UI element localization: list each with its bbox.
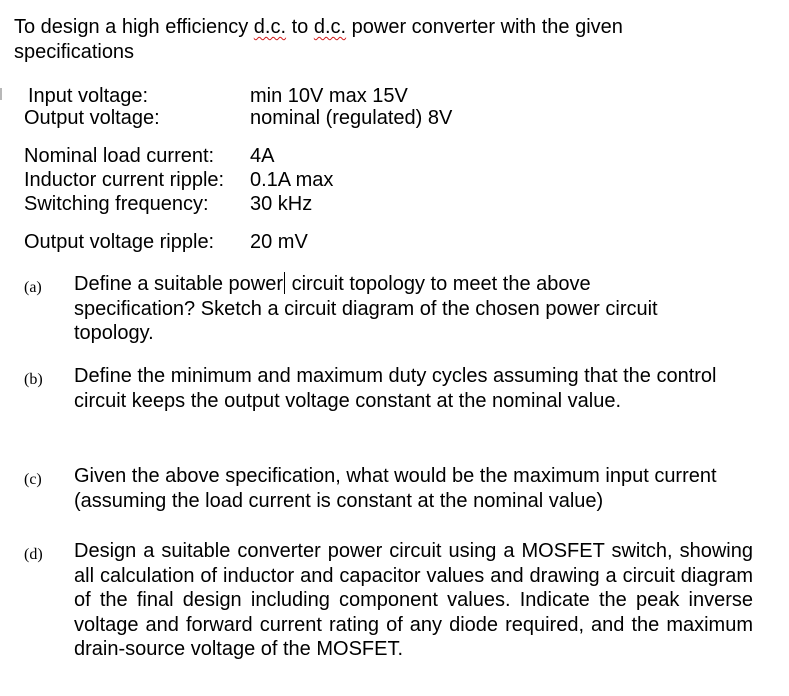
spec-vripple-label: Output voltage ripple:: [24, 231, 215, 253]
question-a-label: (a): [24, 279, 42, 296]
question-d-text[interactable]: Design a suitable converter power circuit using a MOSFET switch, showing all calculation of inductor and capacitor values and drawing a circuit diagram of the final design including component values. Indicate the peak inverse voltage and forward current rating of any diode required, and the maximum drain-source voltage of the MOSFET.: [74, 540, 753, 660]
question-c-text[interactable]: Given the above specification, what would be the maximum input current (assuming the load current is constant at the nominal value): [74, 465, 717, 512]
question-a-text[interactable]: [74, 272, 674, 346]
intro-text: to: [286, 16, 314, 38]
spec-input-value: min 10V max 15V: [250, 85, 408, 107]
spec-output-label: Output voltage:: [24, 107, 160, 129]
spec-input-label: Input voltage:: [28, 85, 149, 107]
spec-load-value: 4A: [250, 145, 275, 167]
spec-frequency-label: Switching frequency:: [24, 193, 209, 215]
text-cursor: [284, 272, 285, 294]
spec-ripple-label: Inductor current ripple:: [24, 169, 225, 191]
question-b-text[interactable]: Define the minimum and maximum duty cycles assuming that the control circuit keeps the output voltage constant at the nominal value.: [74, 365, 717, 412]
spec-ripple-value: 0.1A max: [250, 169, 334, 191]
margin-marker: [0, 88, 2, 100]
intro-line-2: specifications: [14, 41, 135, 63]
intro-text: power converter with the given: [346, 16, 623, 38]
question-text: circuit topology to meet the above specification? Sketch a circuit diagram of the chosen power circuit topology.: [74, 273, 658, 344]
question-text: Define a suitable power: [74, 273, 284, 295]
question-c-label: (c): [24, 471, 42, 488]
question-b-label: (b): [24, 371, 43, 388]
question-d-label: (d): [24, 546, 43, 563]
intro-line-1: [14, 15, 623, 39]
spec-output-value: nominal (regulated) 8V: [250, 107, 453, 129]
spec-frequency-value: 30 kHz: [250, 193, 313, 215]
intro-text: To design a high efficiency: [14, 16, 254, 38]
spec-load-label: Nominal load current:: [24, 145, 215, 167]
spellcheck-word: d.c.: [253, 16, 287, 38]
spellcheck-word: d.c.: [313, 16, 347, 38]
spec-vripple-value: 20 mV: [250, 231, 308, 253]
